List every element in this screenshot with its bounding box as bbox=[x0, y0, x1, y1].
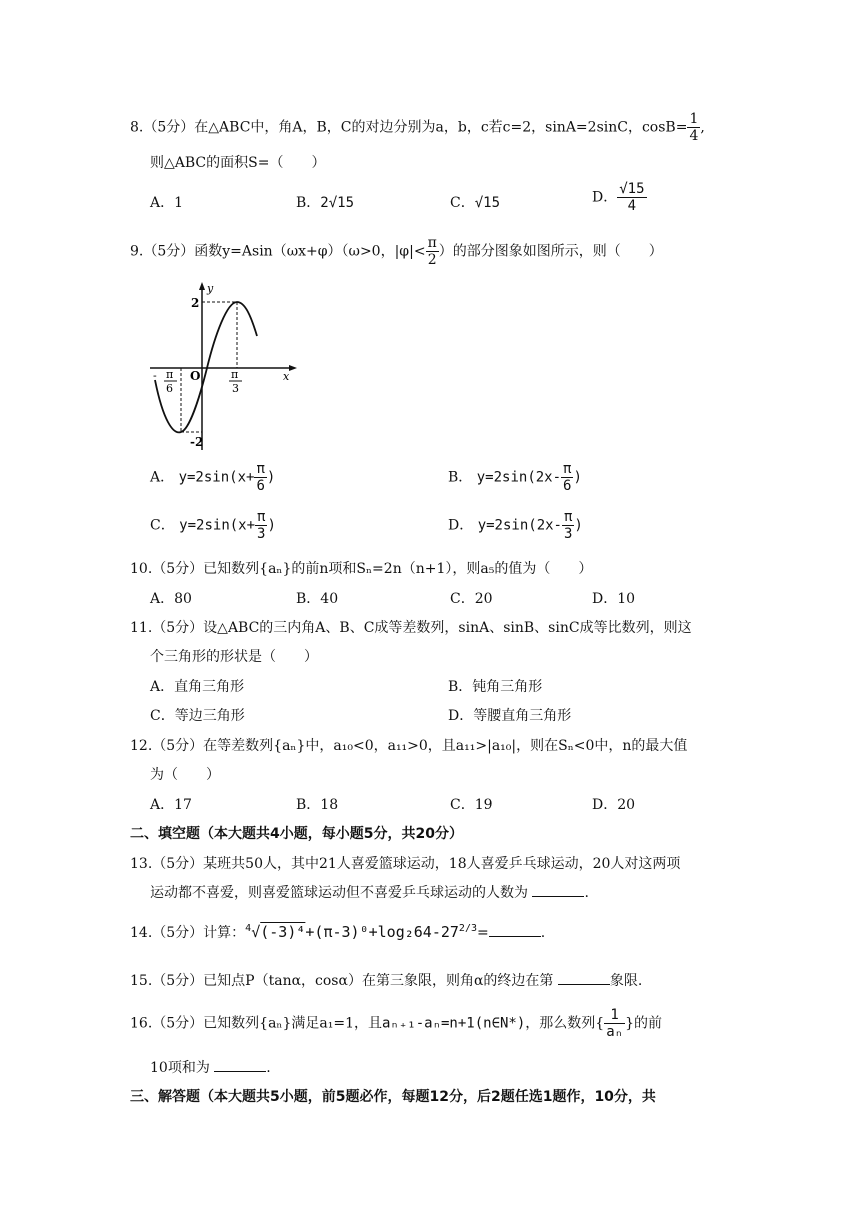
q16-blank[interactable] bbox=[214, 1057, 266, 1072]
q13-line1: 13.（5分）某班共50人，其中21人喜爱篮球运动，18人喜爱乒乓球运动，20人对这两项 bbox=[130, 856, 681, 872]
svg-text:y: y bbox=[207, 282, 214, 295]
q8-text: 8.（5分）在△ABC中，角A，B，C的对边分别为a，b，c若c=2，sinA=2sinC，cosB= bbox=[130, 119, 688, 136]
q11-option-a: A．直角三角形 bbox=[150, 679, 245, 695]
q11-line2: 个三角形的形状是（ ） bbox=[150, 649, 318, 665]
q13-blank[interactable] bbox=[532, 882, 584, 897]
q12-option-d: D．20 bbox=[592, 797, 636, 813]
q14-blank[interactable] bbox=[489, 922, 541, 937]
q15-blank[interactable] bbox=[558, 970, 610, 985]
q9-option-a: A． y=2sin(x+ $\frac{\pi}{6}$ ) bbox=[150, 461, 276, 494]
q9-sine-graph bbox=[145, 280, 305, 455]
q8-option-b: B．2√15 bbox=[296, 195, 355, 211]
q11-option-c: C．等边三角形 bbox=[150, 708, 245, 724]
q9-option-d: D． y=2sin(2x- $\frac{\pi}{3}$ ) bbox=[448, 509, 583, 542]
q9-option-b: B． y=2sin(2x- $\frac{\pi}{6}$ ) bbox=[448, 461, 582, 494]
q8-fraction: $\frac{1}{4}$ bbox=[689, 111, 699, 144]
q11-option-d: D．等腰直角三角形 bbox=[448, 708, 572, 724]
q11-option-b: B．钝角三角形 bbox=[448, 679, 543, 695]
section-2-heading: 二、填空题（本大题共4小题，每小题5分，共20分） bbox=[130, 826, 463, 842]
q8-option-c: C．√15 bbox=[450, 195, 501, 211]
q15-line: 15.（5分）已知点P（tanα，cosα）在第三象限，则角α的终边在第 象限. bbox=[130, 970, 642, 990]
q8-option-d: D． $\frac{√15}{4}$ bbox=[592, 181, 645, 214]
q10-option-b: B．40 bbox=[296, 591, 339, 607]
q12-option-b: B．18 bbox=[296, 797, 339, 813]
q11-line1: 11.（5分）设△ABC的三内角A、B、C成等差数列，sinA、sinB、sinC成等比数列，则这 bbox=[130, 620, 692, 636]
q9-line1: 9.（5分）函数y=Asin（ωx+φ）（ω>0，|φ|< $\frac{\pi}{2}$ ）的部分图象如图所示，则（ ） bbox=[130, 235, 663, 268]
svg-text:3: 3 bbox=[232, 382, 239, 395]
q14-line: 14.（5分）计算：$^4√(-3)^4+(\pi-3)^0+\log_264-27^{2/3}=$ . bbox=[130, 923, 546, 941]
q10-text: 10.（5分）已知数列{aₙ}的前n项和Sₙ=2n（n+1），则a₅的值为（ ） bbox=[130, 561, 593, 577]
q12-line2: 为（ ） bbox=[150, 767, 220, 783]
svg-text:-2: -2 bbox=[190, 435, 204, 449]
svg-text:6: 6 bbox=[166, 382, 173, 395]
q12-option-c: C．19 bbox=[450, 797, 493, 813]
q12-option-a: A．17 bbox=[150, 797, 192, 813]
q16-line1: 16.（5分）已知数列{aₙ}满足a₁=1，且aₙ₊₁-aₙ=n+1(n∈N*)，那么数列{ $\frac{1}{\text{aₙ}}$ }的前 bbox=[130, 1007, 662, 1040]
svg-text:π: π bbox=[166, 368, 174, 381]
svg-text:-: - bbox=[153, 369, 157, 382]
q8-d-fraction: $\frac{√15}{4}$ bbox=[619, 181, 645, 214]
svg-text:π: π bbox=[231, 368, 239, 381]
q10-option-d: D．10 bbox=[592, 591, 636, 607]
y-top-label: 2 bbox=[191, 296, 200, 310]
svg-text:O: O bbox=[190, 369, 201, 383]
q8-option-a: A．1 bbox=[150, 195, 184, 211]
q8-line1 bbox=[130, 112, 705, 143]
svg-text:x: x bbox=[283, 370, 290, 383]
q8-line2: 则△ABC的面积S=（ ） bbox=[150, 155, 326, 171]
q10-option-c: C．20 bbox=[450, 591, 493, 607]
q16-line2: 10项和为 . bbox=[150, 1057, 271, 1077]
q10-option-a: A．80 bbox=[150, 591, 192, 607]
q13-line2: 运动都不喜爱，则喜爱篮球运动但不喜爱乒乓球运动的人数为 . bbox=[150, 882, 589, 902]
section-3-heading: 三、解答题（本大题共5小题，前5题必作，每题12分，后2题任选1题作，10分，共 bbox=[130, 1089, 656, 1105]
q12-line1: 12.（5分）在等差数列{aₙ}中，a₁₀<0，a₁₁>0，且a₁₁>|a₁₀|，则在Sₙ<0中，n的最大值 bbox=[130, 738, 688, 754]
q9-fraction: $\frac{\pi}{2}$ bbox=[427, 235, 437, 268]
q9-option-c: C． y=2sin(x+ $\frac{\pi}{3}$ ) bbox=[150, 509, 276, 542]
q8-comma: , bbox=[700, 119, 705, 136]
